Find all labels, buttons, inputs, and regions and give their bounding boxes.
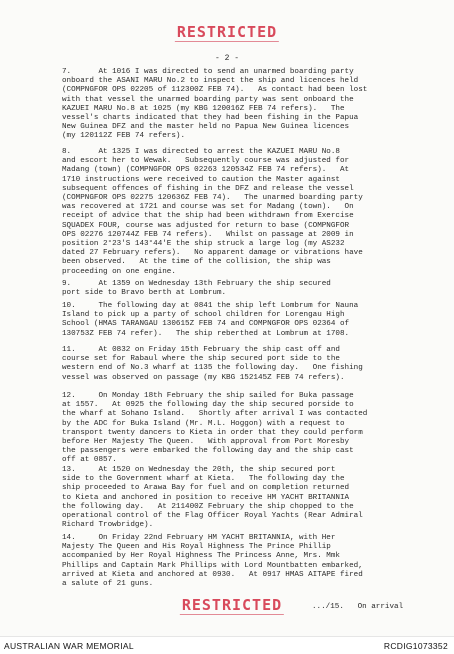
archive-footer [0, 636, 454, 654]
paragraph-7: 7. At 1016 I was directed to send an unarmed boarding party onboard the ASANI MARU No.2 to inspect the ship and licences held (COMPNGFOR OPS 02205 of 112300Z FEB 74). As contact had been lost with that vessel the unarmed boarding party was sent onboard the KAZUEI MARU No.8 at 1025 (my KBG 120016Z FEB 74 refers). The vessel's charts indicated that they had been fishing in the Papua New Guinea DFZ and the master held no Papua New Guinea licences (my 120112Z FEB 74 refers). [62, 68, 368, 141]
continuation-note: .../15. On arrival [312, 603, 404, 611]
paragraph-10: 10. The following day at 0841 the ship left Lombrum for Nauna Island to pick up a party of school children for Lorengau High School (HMAS TARANGAU 130615Z FEB 74 and COMPNGFOR OPS 02364 of 130753Z FEB 74 refer). The ship reberthed at Lombrum at 1708. [62, 302, 359, 338]
paragraph-13: 13. At 1520 on Wednesday the 20th, the ship secured port side to the Government wharf at Kieta. The following day the ship proceeded to Arawa Bay for fuel and on completion returned to Kieta and anchored in position to receive HM YACHT BRITANNIA the following day. At 211400Z February the ship chopped to the operational control of the Flag Officer Royal Yachts (Rear Admiral Richard Trowbridge). [62, 466, 363, 530]
paragraph-12: 12. On Monday 18th February the ship sailed for Buka passage at 1557. At 0925 the following day the ship secured porside to the wharf at Sohano Island. Shortly after arrival I was contacted by the ADC for Buka Island (Mr. M.L. Hoggon) with a request to transport twenty dancers to Kieta in order that they could perform before Her Majesty The Queen. With approval from Port Moresby the passengers were embarked the following day and the ship cast off at 0857. [62, 392, 368, 465]
paragraph-9: 9. At 1359 on Wednesday 13th February the ship secured port side to Bravo berth at Lombrum. [62, 280, 331, 298]
paragraph-14: 14. On Friday 22nd February HM YACHT BRITANNIA, with Her Majesty The Queen and His Royal Highness The Prince Phillip accompanied by Her Royal Highness The Princess Anne, Mrs. Mmk Phillips and Captain Mark Phillips with Lord Mountbatten embarked, arrived at Kieta and anchored at 0930. At 0917 HMAS AITAPE fired a salute of 21 guns. [62, 534, 363, 589]
restricted-stamp-bottom: RESTRICTED [181, 596, 283, 614]
footer-institution: AUSTRALIAN WAR MEMORIAL [4, 641, 134, 651]
paragraph-11: 11. At 0832 on Friday 15th February the ship cast off and course set for Rabaul where the ship secured port side to the western end of No.3 wharf at 1135 the following day. One fishing vessel was observed on passage (my KBG 152145Z FEB 74 refers). [62, 346, 363, 382]
page-number: - 2 - [214, 54, 239, 63]
paragraph-8: 8. At 1325 I was directed to arrest the KAZUEI MARU No.8 and escort her to Wewak. Subsequently course was adjusted for Madang (town) (COMPNGFOR OPS 02263 120534Z FEB 74 refers). At 1710 instructions were received to caution the Master against subsequent offences of fishing in the DFZ and release the vessel (COMPNGFOR OPS 02275 120636Z FEB 74). The unarmed boarding party was recovered at 1721 and course was set for Madang (town). On receipt of advice that the ship had been withdrawn from Exercise SQUADEX FOUR, course was adjusted for return to base (COMPNGFOR OPS 02276 120744Z FEB 74 refers). Whilst on passage at 2009 in position 2°23'S 143°44'E the ship struck a large log (my AS232 dated 27 February refers). No apparent damage or vibrations have been observed. At the time of the collision, the ship was proceeding on one engine. [62, 148, 363, 276]
restricted-stamp-top: RESTRICTED [176, 23, 278, 41]
footer-record-id: RCDIG1073352 [383, 641, 448, 651]
